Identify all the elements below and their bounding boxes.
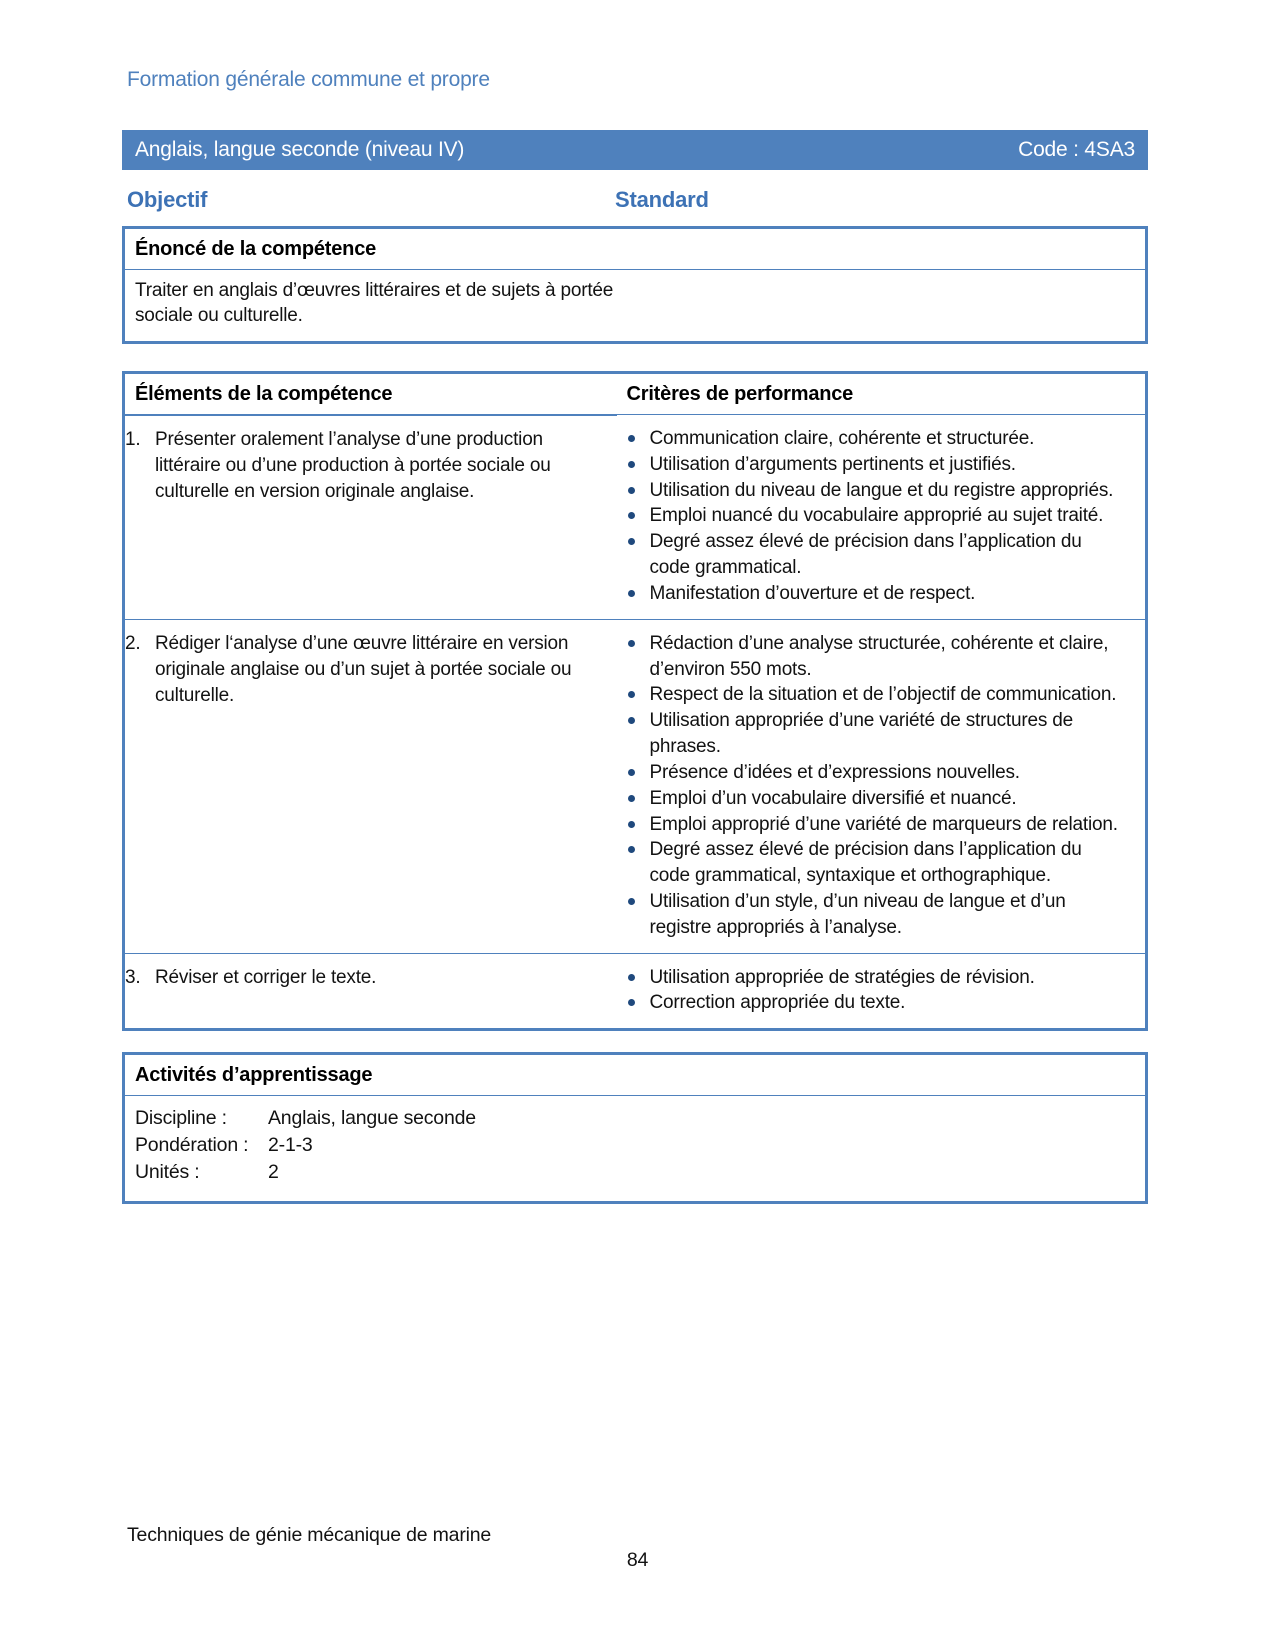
element-cell [125,953,617,1003]
bullet-icon [628,821,635,828]
criteria-text: Manifestation d’ouverture et de respect. [649,582,976,604]
criteria-item [617,581,1146,607]
objectif-heading: Objectif [127,187,208,212]
enonce-table [122,226,1148,344]
bullet-icon [628,769,635,776]
element-text: Présenter oralement l’analyse d’une production littéraire ou d’une production à portée sociale ou culturelle en version originale anglaise. [155,428,551,502]
criteria-cell [617,414,1147,619]
bullet-icon [628,691,635,698]
enonce-body: Traiter en anglais d’œuvres littéraires et de sujets à portée sociale ou culturelle. [135,280,614,327]
activites-header: Activités d’apprentissage [124,1054,1147,1096]
criteria-text: Emploi nuancé du vocabulaire approprié au sujet traité. [649,505,1104,527]
activites-value: Anglais, langue seconde [268,1107,476,1130]
element-text: Réviser et corriger le texte. [155,967,377,989]
criteria-list [617,965,1146,1017]
course-code: Code : 4SA3 [1018,138,1135,161]
elements-column-header: Éléments de la compétence [124,372,617,414]
criteria-cell [617,953,1147,1030]
criteria-item [617,682,1146,708]
criteria-text: Emploi approprié d’une variété de marqueurs de relation. [649,813,1118,835]
bullet-icon [628,512,635,519]
criteria-item [617,478,1146,504]
criteria-text: Présence d’idées et d’expressions nouvelles. [649,761,1020,783]
criteria-list [617,426,1146,607]
bullet-icon [628,590,635,597]
criteria-item [617,708,1146,760]
competence-row [124,953,1147,1030]
bullet-icon [628,999,635,1006]
criteria-text: Utilisation appropriée de stratégies de révision. [649,966,1035,988]
bullet-icon [628,846,635,853]
criteria-text: Respect de la situation et de l’objectif de communication. [649,684,1117,706]
criteria-text: Degré assez élevé de précision dans l’application du code grammatical, syntaxique et orthographique. [649,839,1082,887]
course-title: Anglais, langue seconde (niveau IV) [135,138,465,161]
criteria-text: Degré assez élevé de précision dans l’application du code grammatical. [649,531,1082,579]
criteria-item [617,812,1146,838]
activites-label: Discipline : [135,1107,227,1130]
activites-row [135,1132,1135,1159]
criteria-item [617,529,1146,581]
activites-value: 2-1-3 [268,1134,313,1157]
element-cell [125,619,617,720]
page-content [122,68,1148,1204]
element-number: 1. [125,428,141,450]
criteria-text: Utilisation d’un style, d’un niveau de langue et d’un registre appropriés à l’analyse. [649,890,1066,938]
criteria-text: Rédaction d’une analyse structurée, cohérente et claire, d’environ 550 mots. [649,632,1109,680]
element-cell [125,415,617,516]
section-header: Formation générale commune et propre [127,68,490,91]
criteria-list [617,631,1146,941]
competence-row [124,619,1147,953]
criteria-item [617,760,1146,786]
column-headings [122,187,1148,213]
criteria-item [617,631,1146,683]
criteria-item [617,889,1146,941]
competence-table [122,371,1148,1031]
activites-table [122,1052,1148,1204]
criteria-cell [617,619,1147,953]
criteria-item [617,452,1146,478]
page-number: 84 [626,1549,649,1571]
criteres-column-header: Critères de performance [617,372,1147,414]
activites-label: Pondération : [135,1134,249,1157]
activites-label: Unités : [135,1161,200,1184]
footer-program-name: Techniques de génie mécanique de marine [127,1524,492,1546]
bullet-icon [628,795,635,802]
criteria-text: Utilisation d’arguments pertinents et justifiés. [649,453,1016,475]
activites-row [135,1105,1135,1132]
enonce-header: Énoncé de la compétence [124,228,1147,270]
activites-row [135,1159,1135,1186]
bullet-icon [628,435,635,442]
criteria-text: Communication claire, cohérente et structurée. [649,427,1035,449]
bullet-icon [628,974,635,981]
competence-row [124,414,1147,619]
criteria-item [617,837,1146,889]
bullet-icon [628,487,635,494]
bullet-icon [628,640,635,647]
criteria-text: Emploi d’un vocabulaire diversifié et nuancé. [649,787,1017,809]
element-number: 2. [125,633,141,655]
standard-heading: Standard [615,187,709,212]
element-number: 3. [125,967,141,989]
bullet-icon [628,461,635,468]
bullet-icon [628,898,635,905]
element-text: Rédiger l‘analyse d’une œuvre littéraire en version originale anglaise ou d’un sujet à portée sociale ou culturelle. [155,633,572,706]
course-title-bar [122,130,1148,170]
criteria-text: Correction appropriée du texte. [649,992,906,1014]
criteria-item [617,503,1146,529]
bullet-icon [628,538,635,545]
criteria-item [617,786,1146,812]
criteria-text: Utilisation du niveau de langue et du registre appropriés. [649,479,1114,501]
criteria-text: Utilisation appropriée d’une variété de structures de phrases. [649,710,1073,758]
criteria-item [617,965,1146,991]
criteria-item [617,990,1146,1016]
bullet-icon [628,717,635,724]
criteria-item [617,426,1146,452]
activites-value: 2 [268,1161,279,1184]
